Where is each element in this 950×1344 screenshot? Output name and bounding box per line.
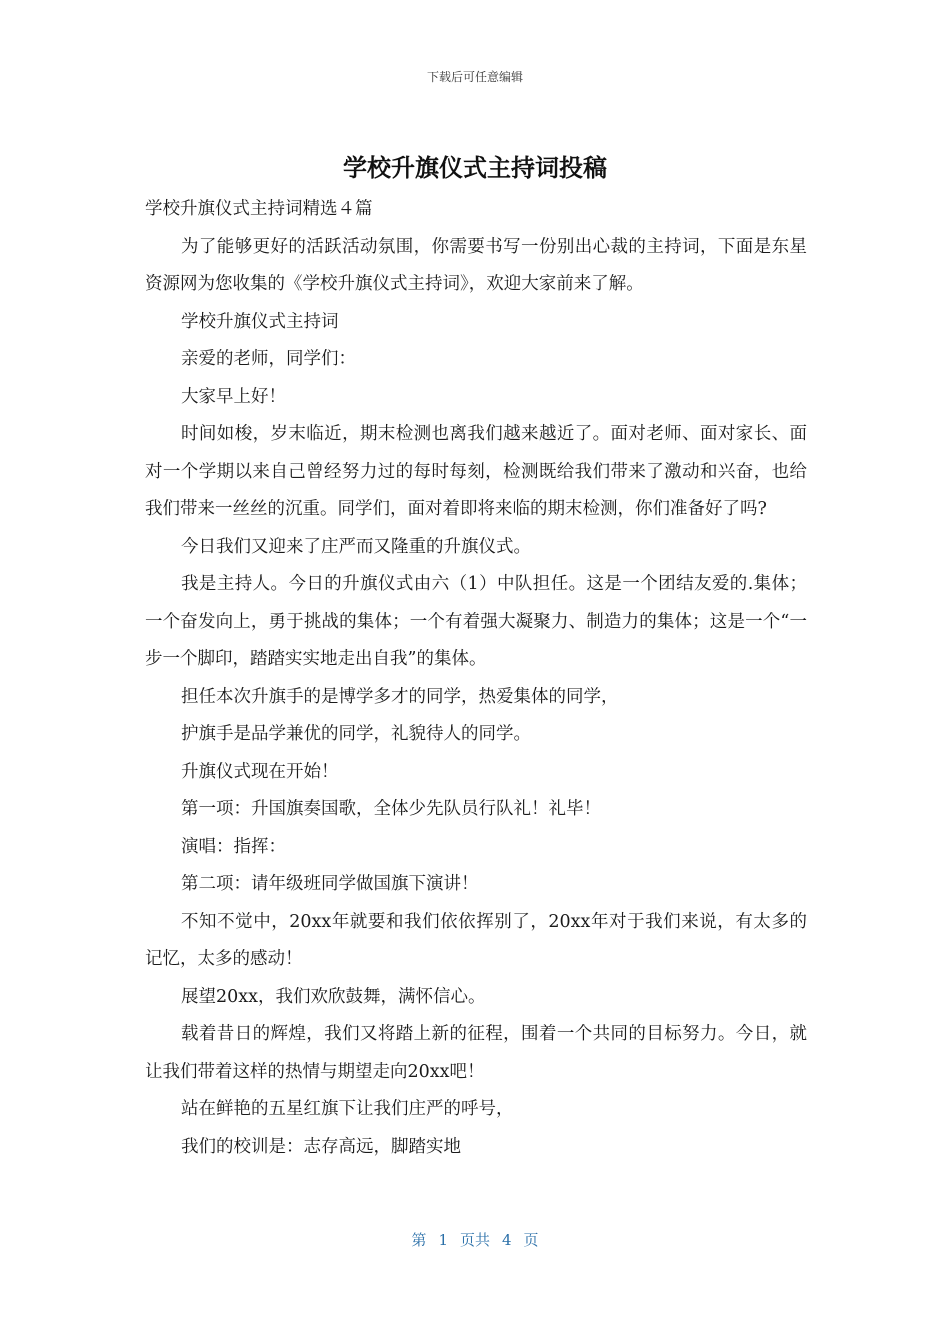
paragraph: 载着昔日的辉煌，我们又将踏上新的征程，围着一个共同的目标努力。今日，就让我们带着这样的热情与期望走向20xx吧！ [145,1024,807,1082]
footer-total-pages: 4 [502,1231,512,1249]
footer-prefix: 第 [411,1231,427,1249]
paragraph: 我是主持人。今日的升旗仪式由六（1）中队担任。这是一个团结友爱的.集体；一个奋发向上，勇于挑战的集体；一个有着强大凝聚力、制造力的集体；这是一个“一步一个脚印，踏踏实实地走出自我”的集体。 [145,574,807,669]
footer-current-page: 1 [438,1231,448,1249]
document-body [145,191,807,1166]
paragraph: 今日我们又迎来了庄严而又隆重的升旗仪式。 [181,536,531,557]
footer-suffix: 页 [523,1231,539,1249]
paragraph: 担任本次升旗手的是博学多才的同学，热爱集体的同学， [181,686,619,707]
paragraph: 站在鲜艳的五星红旗下让我们庄严的呼号， [181,1099,514,1119]
page-number-footer [0,1229,950,1250]
paragraph: 我们的校训是：志存高远，脚踏实地 [181,1136,461,1157]
paragraph: 升旗仪式现在开始！ [181,761,339,782]
paragraph-good-morning: 大家早上好！ [181,386,286,407]
document-subtitle: 学校升旗仪式主持词精选４篇 [145,199,373,219]
footer-middle: 页共 [459,1231,490,1249]
paragraph: 演唱：指挥： [181,836,286,857]
paragraph: 第一项：升国旗奏国歌，全体少先队员行队礼！礼毕！ [181,799,601,819]
paragraph: 展望20xx，我们欢欣鼓舞，满怀信心。 [181,986,486,1007]
document-title: 学校升旗仪式主持词投稿 [343,154,607,182]
paragraph-section-title: 学校升旗仪式主持词 [181,311,339,332]
page-header-note: 下载后可任意编辑 [426,70,523,84]
paragraph: 时间如梭，岁末临近，期末检测也离我们越来越近了。面对老师、面对家长、面对一个学期以来自己曾经努力过的每时每刻，检测既给我们带来了激动和兴奋，也给我们带来一丝丝的沉重。同学们，面对着即将来临的期末检测，你们准备好了吗? [145,424,807,519]
paragraph: 不知不觉中，20xx年就要和我们依依挥别了，20xx年对于我们来说，有太多的记忆，太多的感动！ [145,911,807,969]
paragraph: 第二项：请年级班同学做国旗下演讲！ [181,874,479,894]
paragraph: 护旗手是品学兼优的同学，礼貌待人的同学。 [181,724,531,744]
paragraph-intro: 为了能够更好的活跃活动氛围，你需要书写一份别出心裁的主持词，下面是东星资源网为您收集的《学校升旗仪式主持词》，欢迎大家前来了解。 [145,236,807,294]
paragraph-greeting: 亲爱的老师，同学们： [181,349,356,369]
